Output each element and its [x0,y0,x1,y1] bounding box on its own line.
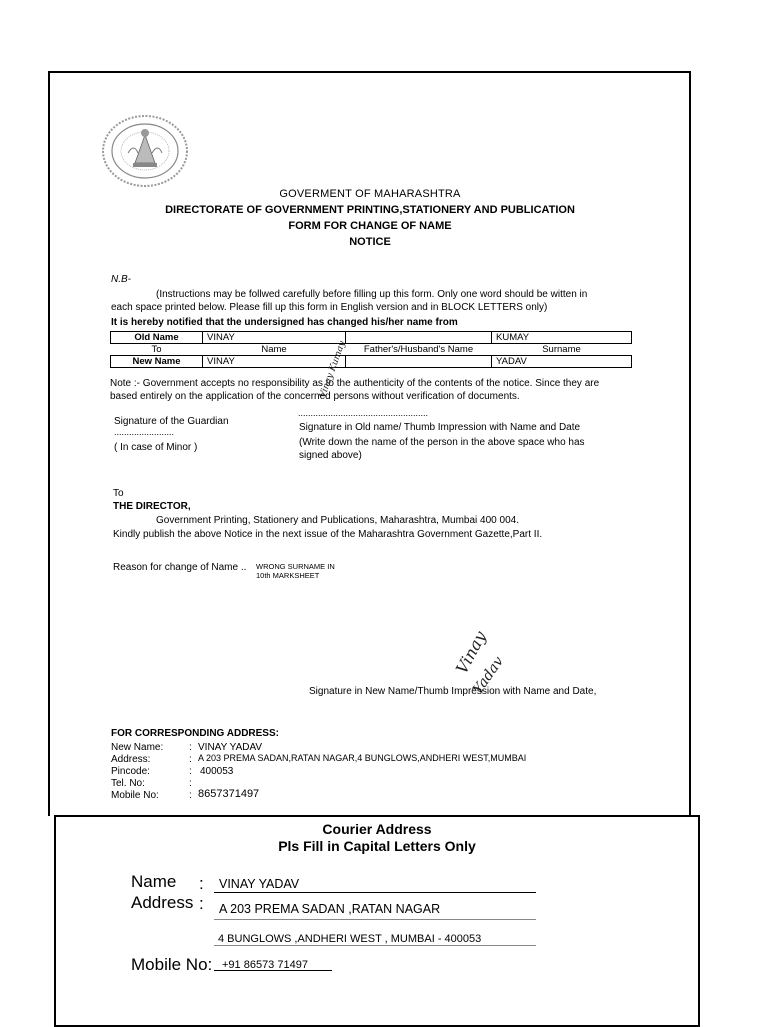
new-signature-handwriting-1: Vinay [452,628,491,677]
old-first-name-field[interactable]: VINAY [203,332,346,344]
nb-label: N.B- [111,274,131,285]
courier-mobile-underline [214,970,332,971]
courier-address-underline-2 [214,945,536,946]
director-address: Government Printing, Stationery and Publications, Maharashtra, Mumbai 400 004. [156,515,519,526]
col-name-label: Name [203,344,346,356]
courier-name-value[interactable]: VINAY YADAV [219,877,300,891]
colon-sep: : [189,790,192,801]
header-line-3: FORM FOR CHANGE OF NAME [288,220,452,232]
col-father-label: Father's/Husband's Name [346,344,492,356]
courier-address-label: Address [131,893,194,912]
notified-text: It is hereby notified that the undersigned has changed his/her name from [111,317,458,328]
new-signature-handwriting-2: Yadav [470,653,508,698]
colon-sep: : [189,778,192,789]
to-label: To [111,344,203,356]
pincode-value[interactable]: 400053 [200,766,234,777]
courier-address-underline-1 [214,919,536,920]
old-surname-field[interactable]: KUMAY [492,332,632,344]
director-title: THE DIRECTOR, [113,501,191,512]
courier-address-line-1[interactable]: A 203 PREMA SADAN ,RATAN NAGAR [219,902,441,916]
new-first-name-field[interactable]: VINAY [203,356,346,368]
old-signature-line[interactable]: .................................................... [298,408,429,418]
old-name-row [111,332,632,344]
colon-sep: : [189,766,192,777]
minor-note: ( In case of Minor ) [114,442,198,453]
courier-address-line-2[interactable]: 4 BUNGLOWS ,ANDHERI WEST , MUMBAI - 400053 [218,933,482,945]
header-line-1: GOVERMENT OF MAHARASHTRA [279,188,461,200]
old-father-name-field[interactable] [346,332,492,344]
mobile-value[interactable]: 8657371497 [198,788,260,800]
correspondence-heading: FOR CORRESPONDING ADDRESS: [111,728,279,739]
courier-name-underline [214,892,536,893]
reason-value-1[interactable]: WRONG SURNAME IN [256,562,335,571]
old-signature-label: Signature in Old name/ Thumb Impression with Name and Date [299,422,581,433]
new-name-value[interactable]: VINAY YADAV [198,742,263,753]
guardian-signature-label: Signature of the Guardian [114,416,229,427]
courier-mobile-value[interactable]: +91 86573 71497 [222,959,308,971]
tel-row-label: Tel. No: [111,778,145,789]
pincode-row-label: Pincode: [111,766,150,777]
reason-value-2[interactable]: 10th MARKSHEET [256,571,320,580]
new-signature-label: Signature in New Name/Thumb Impression with Name and Date, [309,686,597,697]
header-line-4: NOTICE [349,236,391,248]
address-value[interactable]: A 203 PREMA SADAN,RATAN NAGAR,4 BUNGLOWS,ANDHERI WEST,MUMBAI [198,753,527,763]
new-name-label: New Name [111,356,203,368]
courier-name-colon: : [199,874,204,893]
old-name-label: Old Name [111,332,203,344]
reason-label: Reason for change of Name .. [113,562,247,573]
write-down-note-2: signed above) [299,450,362,461]
courier-title: Courier Address [322,821,432,837]
write-down-note-1: (Write down the name of the person in the above space who has [299,437,585,448]
new-name-row [111,356,632,368]
publish-request: Kindly publish the above Notice in the next issue of the Maharashtra Government Gazette,Part II. [113,529,543,540]
new-father-name-field[interactable] [346,356,492,368]
new-surname-field[interactable]: YADAV [492,356,632,368]
col-surname-label: Surname [492,344,632,356]
column-header-row [111,344,632,356]
note-line-2: based entirely on the application of the concerned persons without verification of documents. [110,391,520,402]
address-row-label: Address: [111,754,151,765]
note-line-1: Note :- Government accepts no responsibility as to the authenticity of the contents of the notice. Since they are [110,378,600,389]
mobile-row-label: Mobile No: [111,790,159,801]
nb-instructions-1: (Instructions may be follwed carefully before filling up this form. Only one word should be witten in [156,289,588,300]
guardian-signature-line[interactable]: ........................ [114,427,175,437]
nb-instructions-2: each space printed below. Please fill up this form in English version and in BLOCK LETTERS only) [111,302,548,313]
colon-sep: : [189,754,192,765]
courier-address-colon: : [199,894,204,913]
courier-name-label: Name [131,872,177,891]
to-director-label: To [113,488,124,499]
old-signature-handwriting: Vinay Kumay [318,339,348,400]
courier-subtitle: Pls Fill in Capital Letters Only [278,838,476,854]
maharashtra-seal-icon [100,113,190,189]
colon-sep: : [189,742,192,753]
header-line-2: DIRECTORATE OF GOVERNMENT PRINTING,STATIONERY AND PUBLICATION [165,204,575,216]
new-name-row-label: New Name: [111,742,164,753]
name-change-table [110,331,632,368]
courier-mobile-label: Mobile No: [131,955,213,974]
